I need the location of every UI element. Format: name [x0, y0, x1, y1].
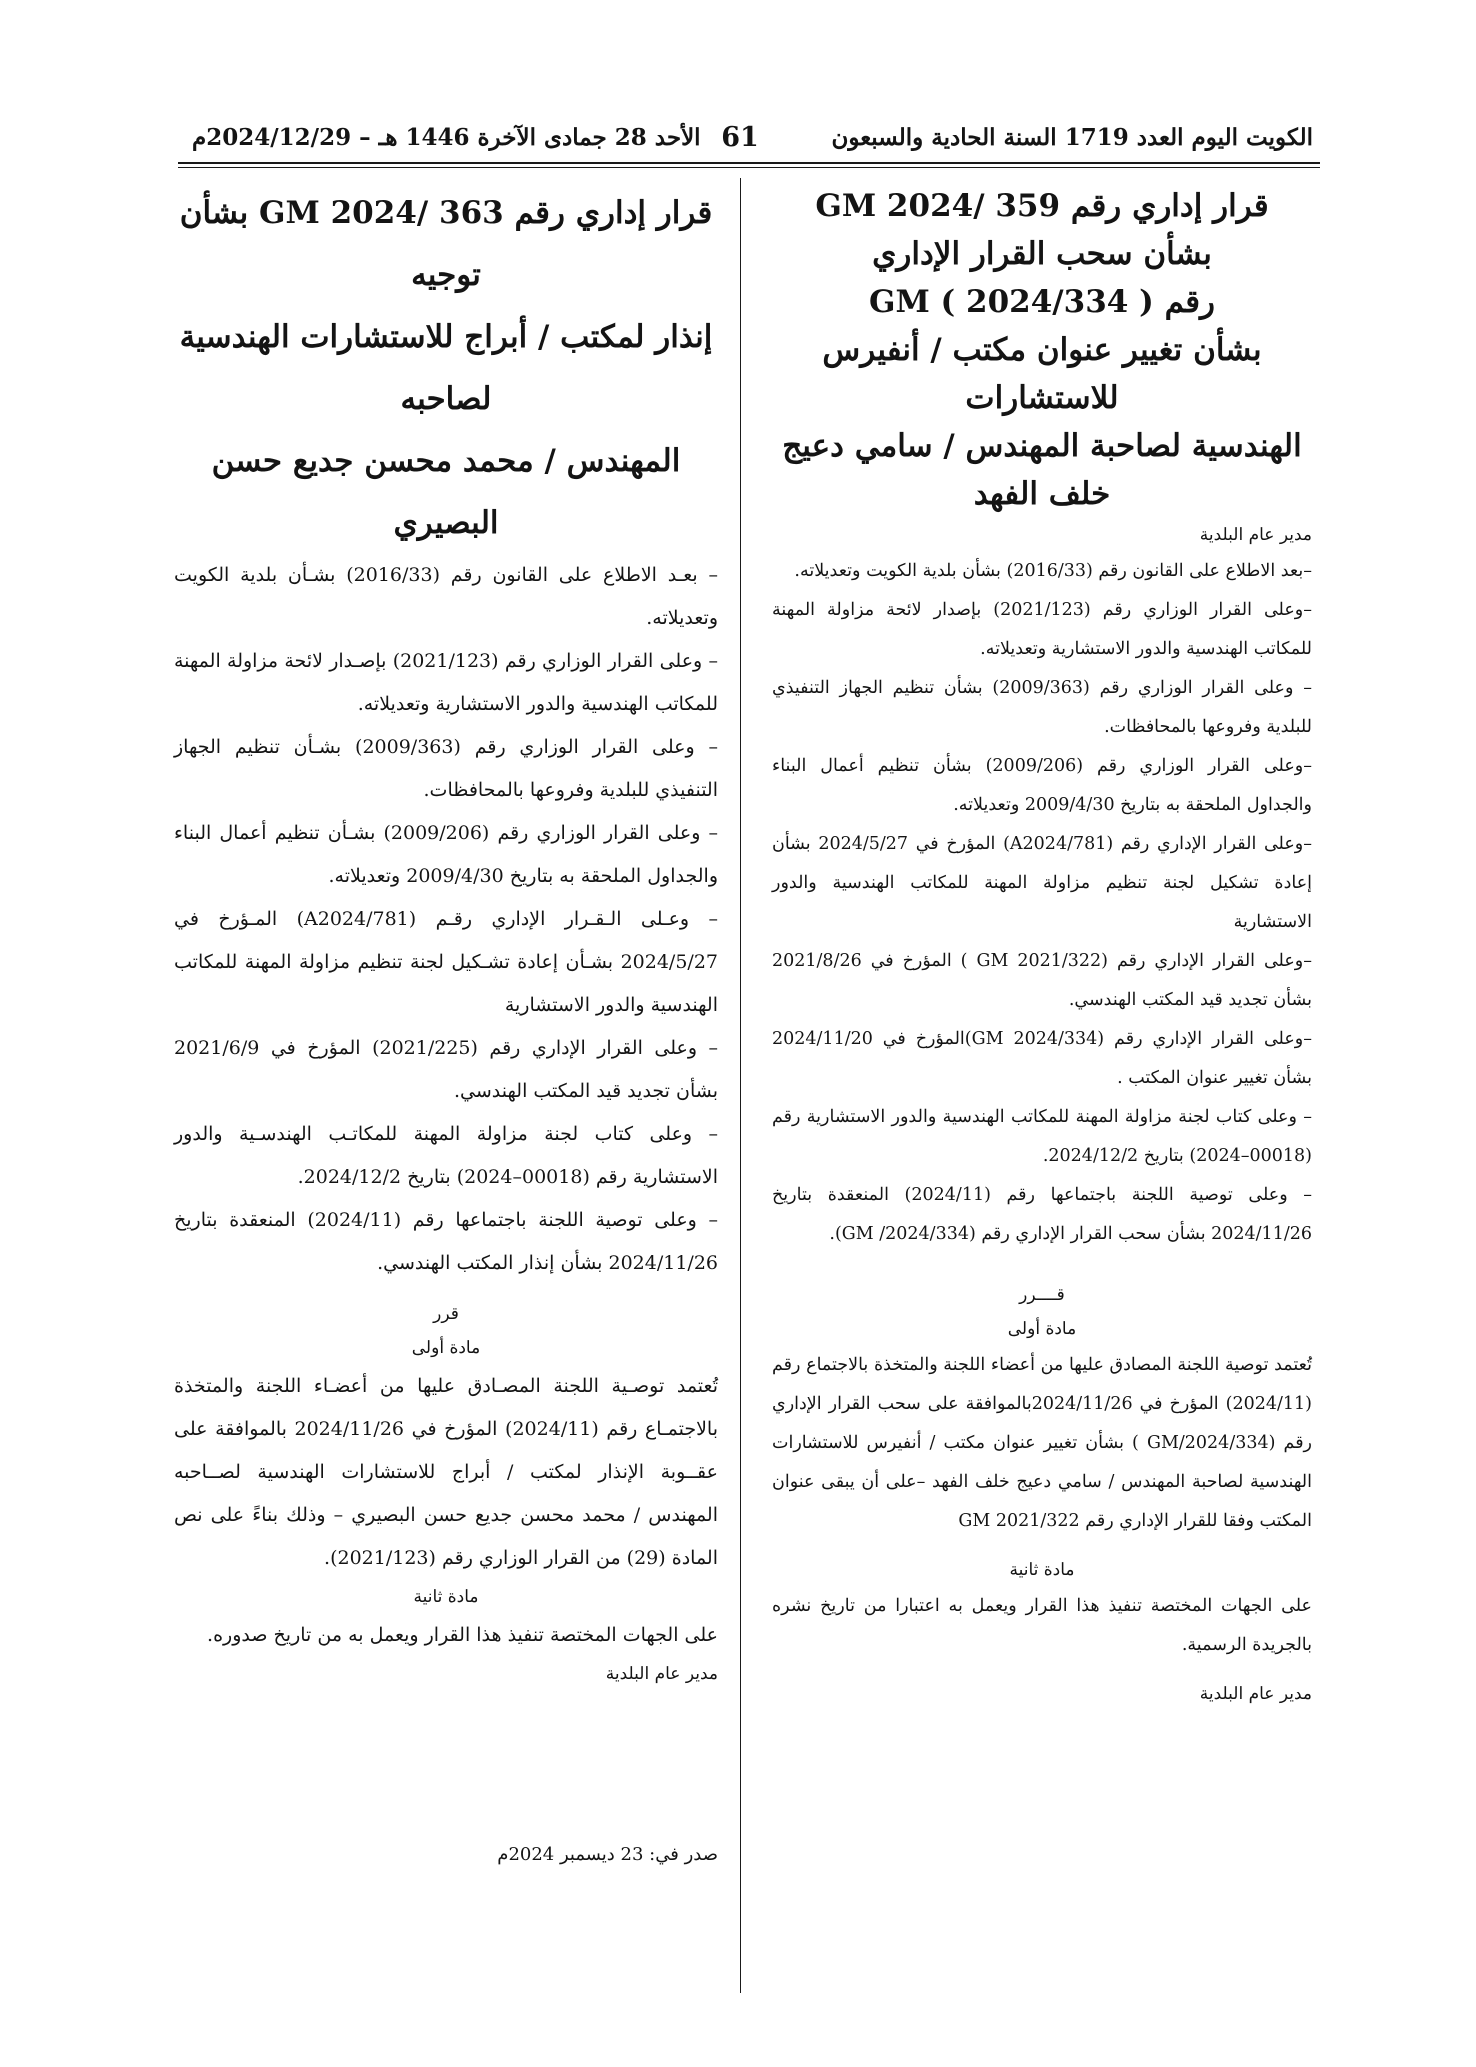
preamble-item: – وعلى كتاب لجنة مزاولة المهنة للمكاتـب الهندسـية والدور الاستشارية رقم (00018–2024) بتاريخ 2024/12/2.	[174, 1123, 718, 1188]
decision-title-line: إنذار لمكتب / أبراج للاستشارات الهندسية لصاحبه	[179, 319, 713, 417]
decision-363	[174, 182, 718, 1691]
preamble-item: –وعلى القرار الإداري رقم (A2024/781) المؤرخ في 2024/5/27 بشأن إعادة تشكيل لجنة تنظيم مزاولة المهنة للمكاتب الهندسية والدور الاستشارية	[772, 834, 1312, 932]
article-heading: مادة أولى	[411, 1338, 481, 1358]
preamble-item: – وعلى القرار الوزاري رقم (2009/206) بشـأن تنظيم أعمال البناء والجداول الملحقة به بتاريخ 2009/4/30 وتعديلاته.	[174, 822, 718, 887]
signature: مدير عام البلدية	[605, 1664, 718, 1684]
decided-heading: قرر	[433, 1304, 459, 1324]
decision-title-line: رقم ( 2024/334 ) GM	[868, 284, 1216, 320]
decision-title-line: المهندس / محمد محسن جديع حسن البصيري	[211, 443, 681, 541]
decision-title-line: قرار إداري رقم 363 /GM 2024 بشأن توجيه	[179, 195, 713, 293]
header-issue-info: الكويت اليوم العدد 1719 السنة الحادية والسبعون	[831, 124, 1313, 151]
decision-359	[772, 182, 1312, 1711]
signature: مدير عام البلدية	[1199, 1684, 1312, 1704]
preamble-item: –وعلى القرار الإداري رقم (GM 2021/322 ) المؤرخ في 2021/8/26 بشأن تجديد قيد المكتب الهندسي.	[772, 951, 1312, 1010]
preamble-item: – وعلى توصية اللجنة باجتماعها رقم (2024/11) المنعقدة بتاريخ 2024/11/26 بشأن إنذار المكتب الهندسي.	[174, 1209, 718, 1274]
article-heading: مادة أولى	[1007, 1319, 1077, 1339]
preamble-item: – وعلى توصية اللجنة باجتماعها رقم (2024/11) المنعقدة بتاريخ 2024/11/26 بشأن سحب القرار الإداري رقم (2024/334/ GM).	[772, 1185, 1313, 1244]
preamble-item: –بعد الاطلاع على القانون رقم (2016/33) بشأن بلدية الكويت وتعديلاته.	[794, 561, 1312, 581]
decided-heading: قــــرر	[1019, 1285, 1065, 1305]
decision-title-line: الهندسية لصاحبة المهندس / سامي دعيج خلف الفهد	[782, 428, 1302, 512]
preamble-item: – وعلى القرار الوزاري رقم (2021/123) بإصـدار لائحة مزاولة المهنة للمكاتب الهندسية والدور الاستشارية وتعديلاته.	[174, 650, 718, 715]
decision-title-line: قرار إداري رقم 359 /GM 2024	[815, 188, 1269, 224]
article-text: على الجهات المختصة تنفيذ هذا القرار ويعمل به من تاريخ صدوره.	[207, 1624, 718, 1646]
column-divider	[740, 178, 741, 1993]
article-heading: مادة ثانية	[1009, 1560, 1075, 1580]
preamble-item: – وعـلى الـقـرار الإداري رقـم (A2024/781) المـؤرخ في 2024/5/27 بشـأن إعادة تشـكيل لجنة تنظيم مزاولة المهنة للمكاتب الهندسية والدور الاستشارية	[174, 908, 718, 1016]
header-rule-thick	[178, 162, 1320, 164]
issuer-line: مدير عام البلدية	[1199, 525, 1312, 545]
page-number: 61	[721, 122, 759, 153]
decision-title-line: بشأن سحب القرار الإداري	[872, 236, 1212, 272]
preamble-item: – بعـد الاطلاع على القانون رقم (2016/33) بشـأن بلدية الكويت وتعديلاته.	[174, 564, 718, 629]
preamble-item: – وعلى كتاب لجنة مزاولة المهنة للمكاتب الهندسية والدور الاستشارية رقم (00018–2024) بتاريخ 2024/12/2.	[772, 1107, 1312, 1166]
article-text: على الجهات المختصة تنفيذ هذا القرار ويعمل به اعتبارا من تاريخ نشره بالجريدة الرسمية.	[772, 1596, 1312, 1655]
header-rule-thin	[178, 167, 1320, 168]
preamble-item: –وعلى القرار الوزاري رقم (2009/206) بشأن تنظيم أعمال البناء والجداول الملحقة به بتاريخ 2009/4/30 وتعديلاته.	[772, 756, 1312, 815]
header-date: الأحد 28 جمادى الآخرة 1446 هـ – 2024/12/29م	[192, 124, 701, 151]
issued-date: صدر في: 23 ديسمبر 2024م	[497, 1844, 718, 1865]
decision-title-line: بشأن تغيير عنوان مكتب / أنفيرس للاستشارات	[822, 332, 1262, 416]
preamble-item: – وعلى القرار الوزاري رقم (2009/363) بشـأن تنظيم الجهاز التنفيذي للبلدية وفروعها بالمحافظات.	[174, 736, 719, 801]
preamble-item: –وعلى القرار الوزاري رقم (2021/123) بإصدار لائحة مزاولة المهنة للمكاتب الهندسية والدور الاستشارية وتعديلاته.	[772, 600, 1312, 659]
preamble-item: – وعلى القرار الإداري رقم (2021/225) المؤرخ في 2021/6/9 بشأن تجديد قيد المكتب الهندسي.	[174, 1037, 718, 1102]
preamble-item: – وعلى القرار الوزاري رقم (2009/363) بشأن تنظيم الجهاز التنفيذي للبلدية وفروعها بالمحافظات.	[772, 678, 1312, 737]
article-text: تُعتمد توصية اللجنة المصادق عليها من أعضاء اللجنة والمتخذة بالاجتماع رقم (2024/11) المؤرخ في 2024/11/26بالموافقة على سحب القرار الإداري رقم (GM/2024/334 ) بشأن تغيير عنوان مكتب / أنفيرس للاستشارات الهندسية لصاحبة المهندس / سامي دعيج خلف الفهد –على أن يبقى عنوان المكتب وفقا للقرار الإداري رقم GM 2021/322	[772, 1355, 1313, 1531]
article-heading: مادة ثانية	[413, 1587, 479, 1607]
article-text: تُعتمد توصـية اللجنة المصـادق عليها من أعضـاء اللجنة والمتخذة بالاجتمـاع رقم (2024/11) المؤرخ في 2024/11/26 بالموافقة على عقــوبة الإنذار لمكتب / أبراج للاستشارات الهندسية لصــاحبه المهندس / محمد محسن جديع حسن البصيري – وذلك بناءً على نص المادة (29) من القرار الوزاري رقم (2021/123).	[174, 1375, 718, 1569]
preamble-item: –وعلى القرار الإداري رقم (GM 2024/334)المؤرخ في 2024/11/20 بشأن تغيير عنوان المكتب .	[772, 1029, 1312, 1088]
